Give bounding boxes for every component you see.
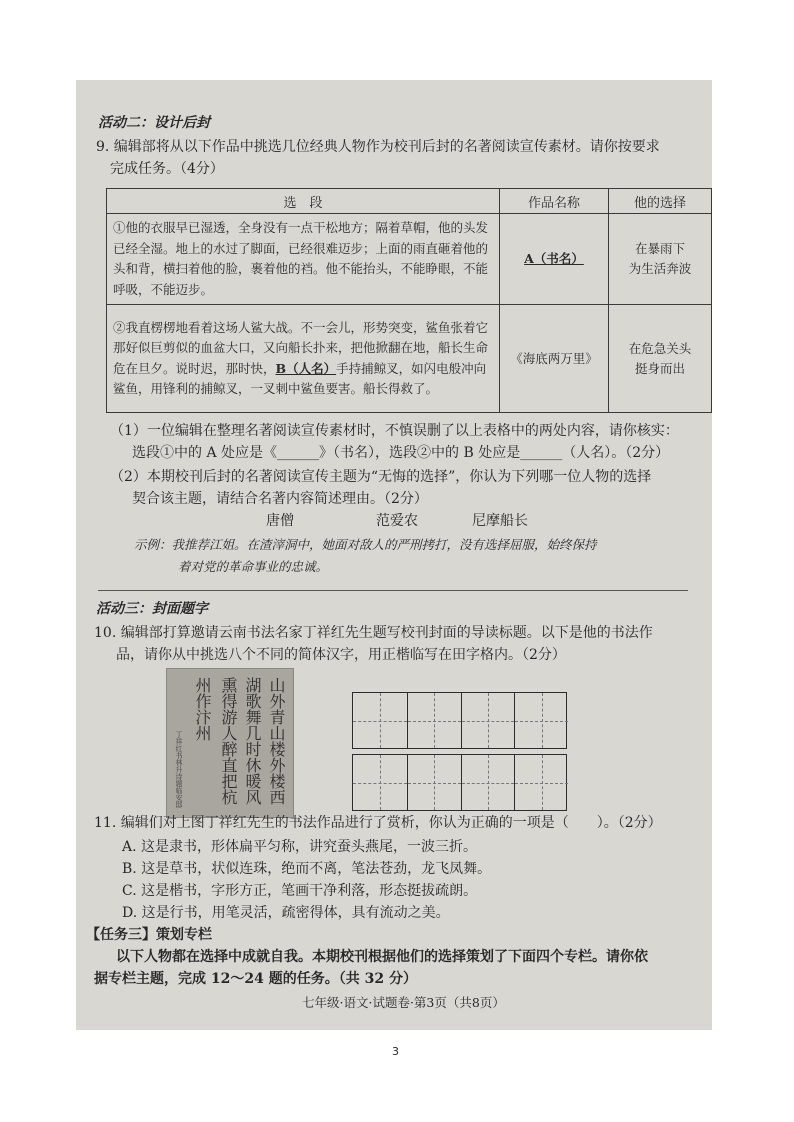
sub1-line1: （1）一位编辑在整理名著阅读宣传素材时，不慎误删了以上表格中的两处内容，请你核实：	[110, 423, 679, 439]
sub1-line2: 选段①中的 A 处应是《______》（书名），选段②中的 B 处应是______（人名）。（2分）	[132, 445, 670, 461]
q9-stem-line2: 完成任务。（4分）	[110, 161, 224, 177]
tianzige-row-2[interactable]	[352, 754, 567, 811]
work-2: 《海底两万里》	[500, 305, 609, 413]
task3-line2: 据专栏主题，完成 12～24 题的任务。（共 32 分）	[94, 971, 417, 987]
option-nemo: 尼摩船长	[472, 513, 528, 529]
choice-2-line1: 在危急关头	[628, 340, 692, 356]
sub2-line2: 契合该主题，请结合名著内容简述理由。（2分）	[132, 491, 428, 507]
calligraphy-col-3: 熏得游人醉直把杭	[219, 677, 238, 805]
activity2-heading: 活动二：设计后封	[98, 115, 210, 131]
choice-1-line1: 在暴雨下	[634, 241, 685, 256]
calligraphy-seal: 丁祥红书林升诗题临安邸	[175, 731, 183, 808]
example-line1: 示例：我推荐江姐。在渣滓洞中，她面对敌人的严刑拷打，没有选择屈服，始终保持	[134, 537, 597, 552]
choice-1	[609, 214, 712, 305]
q9-stem-line1: 9. 编辑部将从以下作品中挑选几位经典人物作为校刊后封的名著阅读宣传素材。请你按要求	[96, 139, 660, 155]
blank-b: B（人名）	[275, 360, 337, 376]
calligraphy-col-2: 湖歌舞几时休暖风	[243, 677, 262, 805]
passage-2-post: 手持捕鲸叉，如闪电般冲向鲨鱼，用锋利的捕鲸叉，一叉刺中鲨鱼要害。船长得救了。	[113, 360, 487, 396]
q10-stem-line1: 10. 编辑部打算邀请云南书法名家丁祥红先生题写校刊封面的导读标题。以下是他的书法作	[94, 625, 653, 641]
work-1	[500, 214, 609, 305]
header-choice: 他的选择	[609, 189, 712, 214]
task3-heading: 【任务三】策划专栏	[86, 927, 212, 943]
tianzige-cell[interactable]	[353, 755, 407, 810]
tianzige-row-1[interactable]	[352, 692, 567, 749]
blank-a: A（书名）	[524, 251, 584, 266]
passage-table	[106, 188, 712, 413]
passage-2-pre: ②我直楞楞地看着这场人鲨大战。不一会儿，形势突变，鲨鱼张着它那好似巨剪似的血盆大口，又向船长扑来，把他掀翻在地，船长生命危在旦夕。说时迟，那时快，	[113, 319, 489, 376]
task3-line1: 以下人物都在选择中成就自我。本期校刊根据他们的选择策划了下面四个专栏。请你依	[116, 949, 648, 965]
q11-stem: 11. 编辑们对上图丁祥红先生的书法作品进行了赏析，你认为正确的一项是（ ）。（2分）	[94, 815, 662, 831]
q11-option-c: C. 这是楷书，字形方正，笔画干净利落，形态挺拔疏朗。	[122, 883, 478, 899]
choice-2-line2: 挺身而出	[634, 360, 685, 376]
choice-2	[609, 305, 712, 413]
passage-1: ①他的衣服早已湿透，全身没有一点干松地方；隔着草帽，他的头发已经全湿。地上的水过了脚面，已经很难迈步；上面的雨直砸着他的头和背，横扫着他的脸，裹着他的裆。他不能抬头，不能睁眼，不能呼吸，不能迈步。	[107, 214, 500, 305]
tianzige-cell[interactable]	[514, 693, 568, 748]
page-footer: 七年级·语文·试题卷·第3页（共8页）	[302, 995, 505, 1010]
q11-option-b: B. 这是草书，状似连珠，绝而不离，笔法苍劲，龙飞凤舞。	[122, 861, 492, 877]
sub2-line1: （2）本期校刊后封的名著阅读宣传主题为“无悔的选择”，你认为下列哪一位人物的选择	[110, 469, 652, 485]
header-work: 作品名称	[500, 189, 609, 214]
page-number: 3	[392, 1045, 399, 1058]
tianzige-cell[interactable]	[407, 755, 461, 810]
calligraphy-col-4: 州作汴州	[193, 677, 212, 741]
tianzige-cell[interactable]	[461, 693, 515, 748]
choice-1-line2: 为生活奔波	[628, 261, 692, 276]
option-fanainong: 范爱农	[376, 513, 418, 529]
tianzige-cell[interactable]	[461, 755, 515, 810]
calligraphy-image	[166, 668, 294, 818]
tianzige-cell[interactable]	[353, 693, 407, 748]
passage-2	[107, 305, 500, 413]
section-divider	[98, 590, 688, 591]
q11-option-d: D. 这是行书，用笔灵活，疏密得体，具有流动之美。	[122, 905, 450, 921]
option-tangseng: 唐僧	[266, 513, 294, 529]
exam-page-photo	[76, 80, 712, 1030]
activity3-heading: 活动三：封面题字	[96, 601, 208, 617]
example-line2: 着对党的革命事业的忠诚。	[178, 559, 329, 574]
q10-stem-line2: 品，请你从中挑选八个不同的简体汉字，用正楷临写在田字格内。（2分）	[116, 647, 566, 663]
header-passage: 选 段	[107, 189, 500, 214]
tianzige-cell[interactable]	[407, 693, 461, 748]
calligraphy-col-1: 山外青山楼外楼西	[267, 677, 286, 805]
q11-option-a: A. 这是隶书，形体扁平匀称，讲究蚕头燕尾，一波三折。	[122, 839, 478, 855]
tianzige-cell[interactable]	[514, 755, 568, 810]
